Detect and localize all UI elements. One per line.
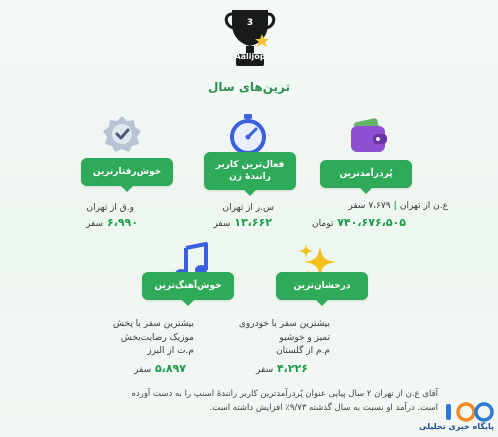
footer-note [58,388,438,415]
card-5-line-1: بیشترین سفر با پخش [113,319,194,329]
footer-line-2: است. درآمد او نسبت به سال گذشته ۹/۷۳٪ افزایش داشته است. [209,402,438,413]
watermark-mark-icon [406,402,494,422]
verified-badge-icon [100,114,144,158]
card-label-best-behaved: خوش‌رفتارترین [81,158,173,186]
card-4-details [239,318,330,359]
card-1-separator: | [393,201,397,211]
card-4-amount-row [256,362,308,375]
card-2-amount-row [213,216,272,229]
card-1-amount: ۷۴۰،۶۷۶،۵۰۵ [337,216,406,229]
card-5-amount-unit: سفر [134,365,152,375]
stopwatch-icon [226,112,270,156]
card-4-line-2: تمیز و خوشبو [279,332,330,343]
card-4-line-3: م.م از گلستان [276,346,330,356]
card-label-highest-earning: پُردرآمدترین [320,160,412,188]
card-2-amount: ۱۳،۶۶۲ [234,216,272,229]
card-4-line-1: بیشترین سفر با خودروی [238,319,330,329]
card-3-person: و.ق از تهران [86,203,134,213]
card-label-most-active-female: فعال‌ترین کاربر رانندهٔ زن [204,152,296,190]
card-3-amount-unit: سفر [86,219,104,229]
card-1-amount-row [312,216,406,229]
page-title: ترین‌های سال [208,80,290,94]
card-3-amount: ۶،۹۹۰ [106,216,138,229]
card-5-amount-row [134,362,186,375]
card-4-amount: ۴،۲۲۶ [276,362,308,375]
wallet-icon [347,114,391,158]
trophy-logo-text: Aalijop [234,52,266,61]
trophy-logo-badge: 3 [246,18,254,28]
card-5-line-2: موزیک رضایت‌بخش [120,332,194,343]
card-1-details [348,200,448,214]
card-4-amount-unit: سفر [256,365,274,375]
card-label-most-shining: درخشان‌ترین [276,272,368,300]
footer-line-1: آقای ع.ن از تهران ۲ سال پیاپی عنوان پُردرآمدترین کاربر رانندهٔ اسنپ را به دست آورده [131,389,438,399]
watermark-logo [406,402,494,434]
card-1-trips: ۷،۶۷۹ سفر [348,201,391,211]
trophy-icon [222,4,278,74]
card-5-amount: ۵،۸۹۷ [154,362,186,375]
card-3-amount-row [86,216,138,229]
card-label-best-music: خوش‌آهنگ‌ترین [142,272,234,300]
card-2-amount-unit: سفر [213,219,231,229]
watermark-brand-text: پایگاه خبری تحلیلی [419,422,494,431]
card-5-details [113,318,194,359]
card-1-person: ع.ن از تهران [399,201,448,211]
card-1-amount-unit: تومان [312,219,334,229]
card-2-person: س.ر از تهران [222,203,274,213]
card-5-line-3: م.ت از البرز [147,346,194,356]
